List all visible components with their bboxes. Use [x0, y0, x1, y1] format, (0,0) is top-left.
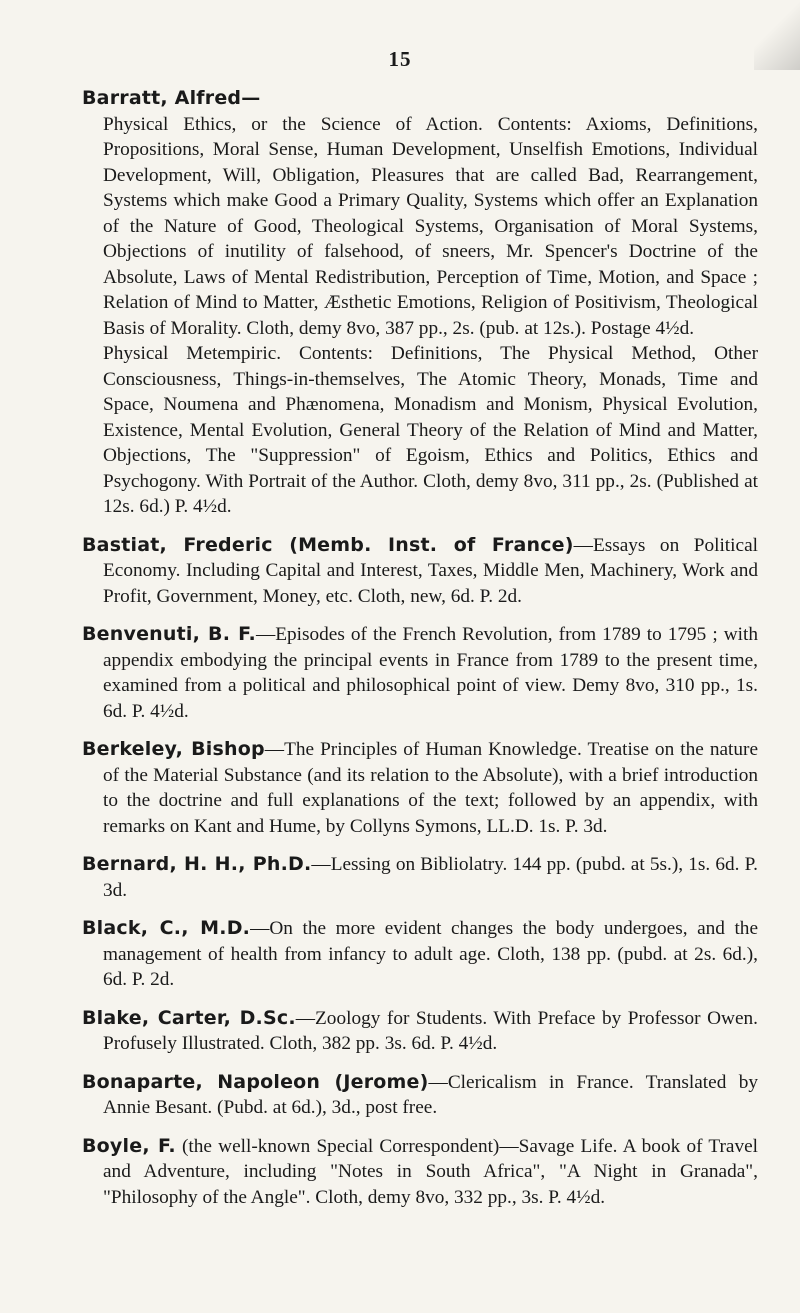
entry-text: —Essays on Political Economy. Including Capital and Interest, Taxes, Middle Men, Machinery, Work and Profit, Government, Money, etc. Cloth, new, 6d. P. 2d.: [103, 534, 758, 607]
entry-heading: Blake, Carter, D.Sc.: [82, 1006, 296, 1029]
entry-bonaparte: [82, 1070, 758, 1121]
entry-benvenuti: [82, 622, 758, 724]
entry-text: —The Principles of Human Knowledge. Treatise on the nature of the Material Substance (and its relation to the Absolute), with a brief introduction to the doctrine and full explanations of the text; followed by an appendix, with remarks on Kant and Hume, by Collyns Symons, LL.D. 1s. P. 3d.: [103, 739, 759, 837]
entry-text: —Lessing on Bibliolatry. 144 pp. (pubd. at 5s.), 1s. 6d. P. 3d.: [103, 854, 758, 901]
entry-heading: Bonaparte, Napoleon (Jerome): [82, 1070, 429, 1093]
entry-body: [82, 1006, 758, 1057]
entry-bastiat: [82, 533, 758, 610]
entry-body: [82, 1070, 758, 1121]
entry-text: (the well-known Special Correspondent)—Savage Life. A book of Travel and Adventure, including "Notes in South Africa", "A Night in Granada", "Philosophy of the Angle". Cloth, demy 8vo, 332 pp., 3s. P. 4½d.: [103, 1135, 758, 1208]
entry-blake: [82, 1006, 758, 1057]
catalogue-entries: [82, 86, 758, 1223]
entry-bernard: [82, 852, 758, 903]
entry-heading: Bernard, H. H., Ph.D.: [82, 853, 312, 875]
entry-text: —Zoology for Students. With Preface by Professor Owen. Profusely Illustrated. Cloth, 382 pp. 3s. 6d. P. 4½d.: [103, 1007, 759, 1054]
entry-black: [82, 916, 758, 993]
entry-boyle: [82, 1134, 758, 1211]
entry-heading: Boyle, F.: [82, 1134, 176, 1157]
entry-body: [82, 852, 758, 903]
entry-body: [82, 1134, 758, 1211]
entry-heading: Barratt, Alfred—: [82, 87, 261, 109]
entry-barratt: [82, 86, 758, 520]
entry-text: —On the more evident changes the body undergoes, and the management of health from infancy to adult age. Cloth, 138 pp. (pubd. at 2s. 6d.), 6d. P. 2d.: [103, 918, 759, 990]
entry-body: [82, 916, 758, 993]
entry-text: —Clericalism in France. Translated by Annie Besant. (Pubd. at 6d.), 3d., post free.: [103, 1071, 758, 1118]
page-number: 15: [388, 47, 412, 71]
entry-body: [82, 622, 758, 724]
entry-paragraph: Physical Metempiric. Contents: Definitions, The Physical Method, Other Consciousness, Things-in-themselves, The Atomic Theory, Monads, Time and Space, Noumena and Phænomena, Monadism and Monism, Physical Evolution, Existence, Mental Evolution, General Theory of the Relation of Mind and Matter, Objections, The "Suppression" of Egoism, Ethics and Politics, Ethics and Psychogony. With Portrait of the Author. Cloth, demy 8vo, 311 pp., 2s. (Published at 12s. 6d.) P. 4½d.: [103, 343, 758, 517]
entry-paragraph: Physical Ethics, or the Science of Action. Contents: Axioms, Definitions, Propositions, Moral Sense, Human Development, Unselfish Emotions, Individual Development, Will, Obligation, Pleasures that are called Bad, Rearrangement, Systems which make Good a Primary Quality, Systems which offer an Explanation of the Nature of Good, Theological Systems, Organisation of Moral Systems, Objections of inutility of falsehood, of sneers, Mr. Spencer's Doctrine of the Absolute, Laws of Mental Redistribution, Perception of Time, Motion, and Space ; Relation of Mind to Matter, Æsthetic Emotions, Religion of Positivism, Theological Basis of Morality. Cloth, demy 8vo, 387 pp., 2s. (pub. at 12s.). Postage 4½d.: [103, 113, 758, 339]
entry-berkeley: [82, 737, 758, 839]
entry-heading: Berkeley, Bishop: [82, 738, 265, 760]
entry-heading: Bastiat, Frederic (Memb. Inst. of France): [82, 533, 574, 556]
entry-heading: Benvenuti, B. F.: [82, 623, 256, 645]
entry-text: —Episodes of the French Revolution, from 1789 to 1795 ; with appendix embodying the principal events in France from 1789 to the present time, examined from a political and philosophical point of view. Demy 8vo, 310 pp., 1s. 6d. P. 4½d.: [103, 624, 758, 722]
entry-heading: Black, C., M.D.: [82, 917, 251, 939]
entry-body: [82, 737, 758, 839]
entry-body: [82, 533, 758, 610]
